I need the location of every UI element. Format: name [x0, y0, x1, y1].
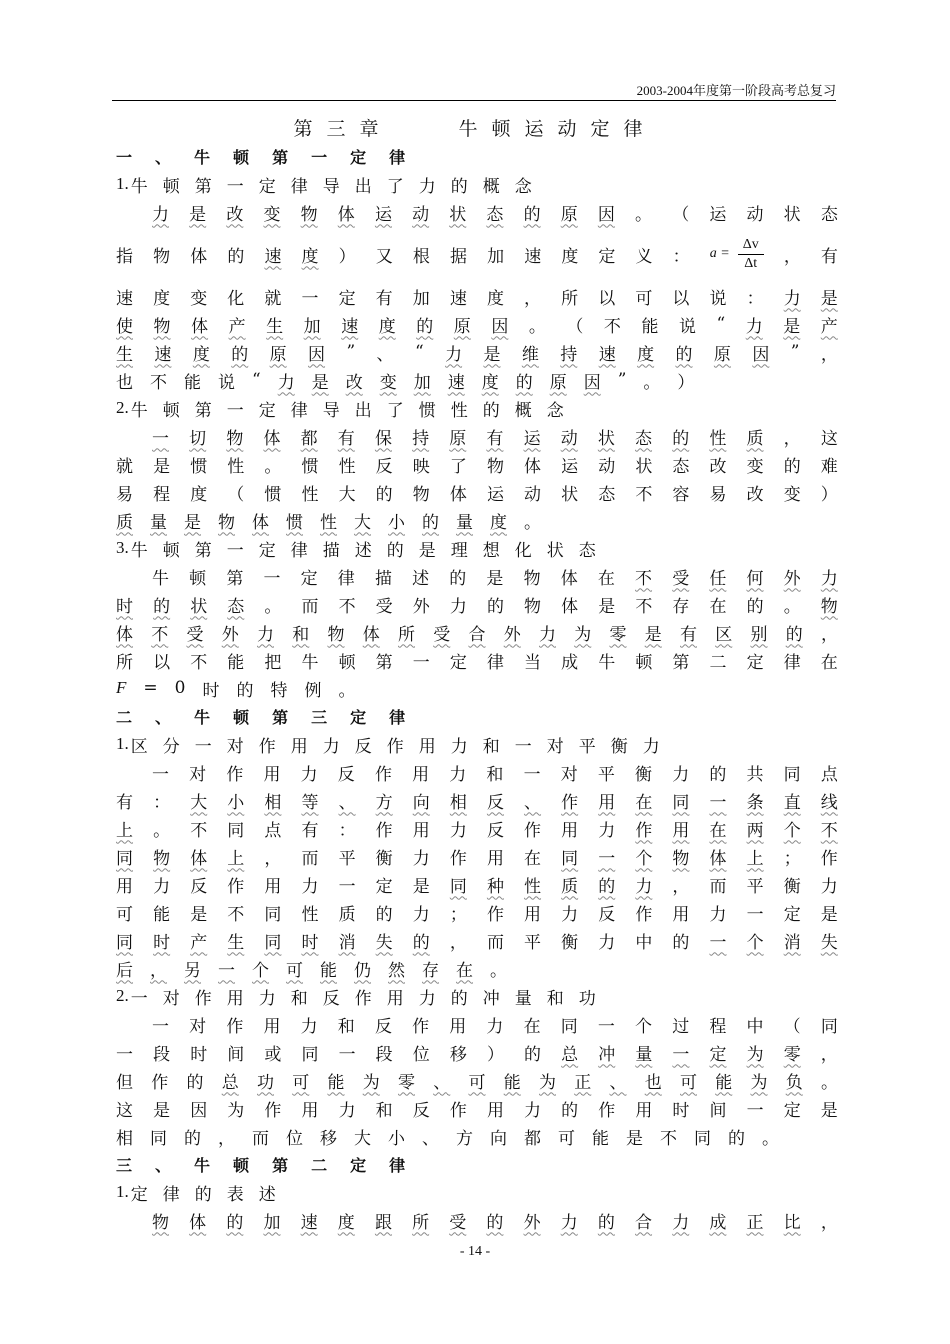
text-line-with-formula: 指 物 体 的 速 度 ） 又 根 据 加 速 度 定 义 ： a = $\frac{\Delta v}{\Delta t}$ ， 有 — [116, 226, 838, 282]
section-heading: 三 、 牛 顿 第 二 定 律 — [116, 1155, 406, 1175]
subsection-heading: 1. 定 律 的 表 述 — [116, 1182, 276, 1205]
text-line: 一 对 作 用 力 反 作 用 力 和 一 对 平 衡 力 的 共 同 点 — [152, 764, 838, 785]
text-line: 质 量 是 物 体 惯 性 大 小 的 量 度 。 — [116, 512, 541, 533]
document-body — [116, 142, 838, 1234]
subsection-heading: 2. 牛 顿 第 一 定 律 导 出 了 惯 性 的 概 念 — [116, 398, 564, 421]
subsection-number: 1. — [116, 1182, 129, 1201]
text-line: 体 不 受 外 力 和 物 体 所 受 合 外 力 为 零 是 有 区 别 的 ， — [116, 624, 838, 645]
text-line: 用 力 反 作 用 力 一 定 是 同 种 性 质 的 力 ， 而 平 衡 力 — [116, 876, 838, 897]
text-line: F = 0 时 的 特 例 。 — [116, 678, 356, 701]
section-heading: 二 、 牛 顿 第 三 定 律 — [116, 707, 406, 727]
text-line: 所 以 不 能 把 牛 顿 第 一 定 律 当 成 牛 顿 第 二 定 律 在 — [116, 652, 838, 673]
text-line: 牛 顿 第 一 定 律 描 述 的 是 物 体 在 不 受 任 何 外 力 — [152, 568, 838, 589]
text-line: 但 作 的 总 功 可 能 为 零 、 可 能 为 正 、 也 可 能 为 负 。 — [116, 1072, 838, 1093]
text-line: 可 能 是 不 同 性 质 的 力 ； 作 用 力 反 作 用 力 一 定 是 — [116, 904, 838, 925]
text-line: 后 ， 另 一 个 可 能 仍 然 存 在 。 — [116, 960, 507, 981]
text-line: 相 同 的 ， 而 位 移 大 小 、 方 向 都 可 能 是 不 同 的 。 — [116, 1128, 779, 1149]
header-text: 2003-2004年度第一阶段高考总复习 — [636, 83, 836, 98]
text-line: 同 物 体 上 ， 而 平 衡 力 作 用 在 同 一 个 物 体 上 ； 作 — [116, 848, 838, 869]
text-line: 这 是 因 为 作 用 力 和 反 作 用 力 的 作 用 时 间 一 定 是 — [116, 1100, 838, 1121]
subsection-number: 2. — [116, 398, 129, 417]
text-line: 生 速 度 的 原 因 ” 、 “ 力 是 维 持 速 度 的 原 因 ” ， — [116, 342, 838, 365]
subsection-heading: 2. 一 对 作 用 力 和 反 作 用 力 的 冲 量 和 功 — [116, 986, 596, 1009]
text-line: 有 ： 大 小 相 等 、 方 向 相 反 、 作 用 在 同 一 条 直 线 — [116, 792, 838, 813]
text-line: 上 。 不 同 点 有 ： 作 用 力 反 作 用 力 作 用 在 两 个 不 — [116, 820, 838, 841]
text-line: 同 时 产 生 同 时 消 失 的 ， 而 平 衡 力 中 的 一 个 消 失 — [116, 932, 838, 953]
subsection-heading: 3. 牛 顿 第 一 定 律 描 述 的 是 理 想 化 状 态 — [116, 538, 596, 561]
page-number: - 14 - — [459, 1244, 491, 1259]
text-line: 一 切 物 体 都 有 保 持 原 有 运 动 状 态 的 性 质 ， 这 — [152, 428, 838, 449]
text-line: 一 对 作 用 力 和 反 作 用 力 在 同 一 个 过 程 中 （ 同 — [152, 1016, 838, 1037]
chapter-title: 第三章 牛顿运动定律 — [293, 118, 657, 140]
section-heading: 一 、 牛 顿 第 一 定 律 — [116, 147, 406, 167]
text-line: 力 是 改 变 物 体 运 动 状 态 的 原 因 。 （ 运 动 状 态 — [152, 204, 838, 225]
text-line: 就 是 惯 性 。 惯 性 反 映 了 物 体 运 动 状 态 改 变 的 难 — [116, 456, 838, 477]
text-line: 物 体 的 加 速 度 跟 所 受 的 外 力 的 合 力 成 正 比 ， — [152, 1212, 838, 1233]
subsection-heading: 1. 牛 顿 第 一 定 律 导 出 了 力 的 概 念 — [116, 174, 532, 197]
subsection-number: 1. — [116, 174, 129, 193]
text-line: 使 物 体 产 生 加 速 度 的 原 因 。 （ 不 能 说 “ 力 是 产 — [116, 314, 838, 337]
page-header — [112, 78, 836, 101]
text-line: 速 度 变 化 就 一 定 有 加 速 度 ， 所 以 可 以 说 ： 力 是 — [116, 288, 838, 309]
text-line: 一 段 时 间 或 同 一 段 位 移 ） 的 总 冲 量 一 定 为 零 ， — [116, 1044, 838, 1065]
text-line: 也 不 能 说 “ 力 是 改 变 加 速 度 的 原 因 ” 。 ） — [116, 370, 695, 393]
text-line: 易 程 度 （ 惯 性 大 的 物 体 运 动 状 态 不 容 易 改 变 ） — [116, 484, 838, 505]
text-line: 时 的 状 态 。 而 不 受 外 力 的 物 体 是 不 存 在 的 。 物 — [116, 596, 838, 617]
subsection-number: 1. — [116, 734, 129, 753]
acceleration-formula: a = $\frac{\Delta v}{\Delta t}$ — [710, 234, 764, 274]
subsection-number: 3. — [116, 538, 129, 557]
subsection-heading: 1. 区 分 一 对 作 用 力 反 作 用 力 和 一 对 平 衡 力 — [116, 734, 660, 757]
subsection-number: 2. — [116, 986, 129, 1005]
